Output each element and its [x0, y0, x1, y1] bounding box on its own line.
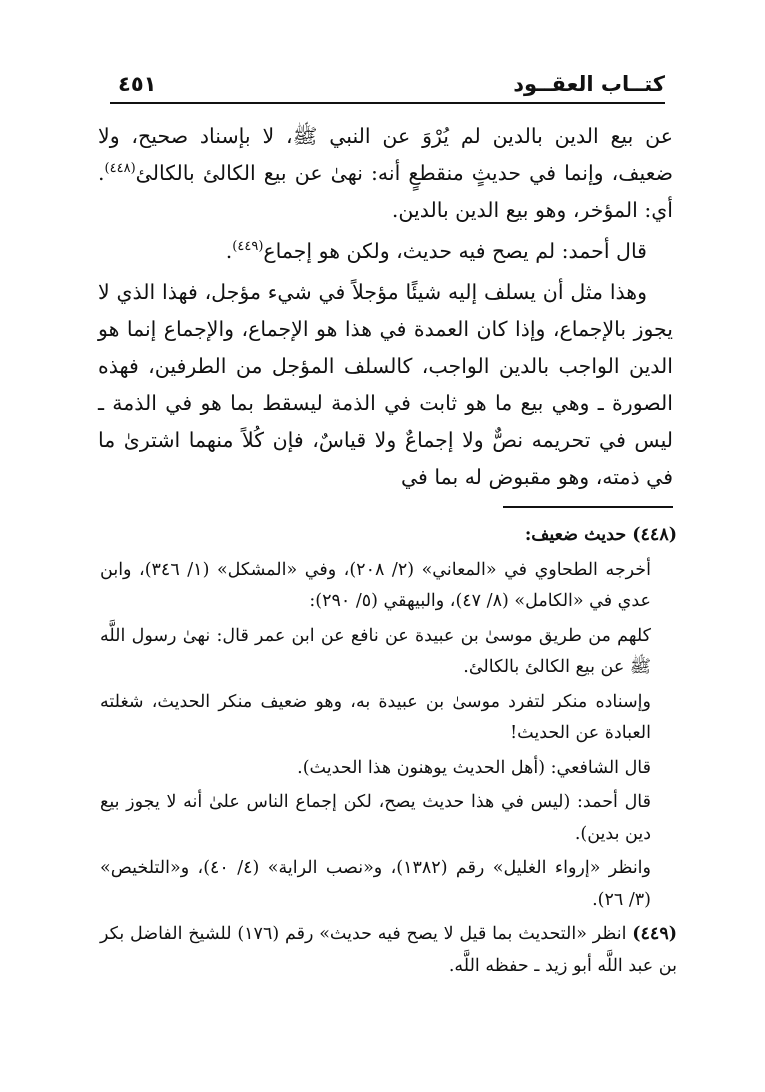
footnote-ref-449: (٤٤٩) — [232, 239, 264, 255]
page-header — [110, 68, 665, 104]
footnote-448-line: قال أحمد: (ليس في هذا حديث يصح، لكن إجماع الناس علىٰ أنه لا يجوز بيع دين بدين). — [100, 792, 651, 844]
footnote-448-line: أخرجه الطحاوي في «المعاني» (٢/ ٢٠٨)، وفي «المشكل» (١/ ٣٤٦)، وابن عدي في «الكامل» (٨/ ٤٧)، والبيهقي (٥/ ٢٩٠): — [100, 559, 651, 611]
paragraph-2 — [98, 233, 673, 270]
page-number: ٤٥١ — [118, 72, 157, 96]
footnote-448-line: وإسناده منكر لتفرد موسىٰ بن عبيدة به، وهو ضعيف منكر الحديث، شغلته العبادة عن الحديث! — [100, 691, 651, 743]
paragraph-1-tail: . أي: المؤخر، وهو بيع الدين بالدين. — [98, 161, 673, 222]
footnote-449-text: انظر «التحديث بما قيل لا يصح فيه حديث» رقم (١٧٦) للشيخ الفاضل بكر بن عبد اللَّه أبو زيد ـ حفظه اللَّه. — [100, 924, 677, 976]
main-text — [98, 118, 673, 500]
footnote-448-heading: (٤٤٨) حديث ضعيف: — [524, 525, 677, 545]
paragraph-3: وهذا مثل أن يسلف إليه شيئًا مؤجلاً في شيء مؤجل، فهذا الذي لا يجوز بالإجماع، وإذا كان العمدة في هذا هو الإجماع، والإجماع إنما هو الدين الواجب بالدين الواجب، كالسلف المؤجل من الطرفين، فهذه الصورة ـ وهي بيع ما هو ثابت في الذمة ليسقط بما هو في الذمة ـ ليس في تحريمه نصٌّ ولا إجماعٌ ولا قياسٌ، فإن كُلاً منهما اشترىٰ ما في ذمته، وهو مقبوض له بما في — [98, 280, 673, 489]
footnote-449 — [100, 919, 677, 982]
footnote-448-line: قال الشافعي: (أهل الحديث يوهنون هذا الحديث). — [297, 757, 651, 778]
footnote-separator — [503, 506, 673, 508]
footnotes — [100, 520, 677, 985]
footnote-449-number: (٤٤٩) — [632, 924, 677, 944]
footnote-448-line: كلهم من طريق موسىٰ بن عبيدة عن نافع عن ابن عمر قال: نهىٰ رسول اللَّه ﷺ عن بيع الكالئ بالكالئ. — [100, 625, 651, 677]
running-title: كتــاب العقــود — [513, 72, 665, 96]
paragraph-1-text: عن بيع الدين بالدين لم يُرْوَ عن النبي ﷺ، لا بإسناد صحيح، ولا ضعيف، وإنما في حديثٍ منقطعٍ أنه: نهىٰ عن بيع الكالئ بالكالئ — [98, 124, 673, 185]
paragraph-1 — [98, 118, 673, 229]
paragraph-2-text: قال أحمد: لم يصح فيه حديث، ولكن هو إجماع — [263, 239, 647, 263]
footnote-448-line: وانظر «إرواء الغليل» رقم (١٣٨٢)، و«نصب الراية» (٤/ ٤٠)، و«التلخيص» (٣/ ٢٦). — [100, 858, 651, 910]
paragraph-2-tail: . — [225, 239, 233, 263]
footnote-ref-448: (٤٤٨) — [104, 161, 136, 177]
